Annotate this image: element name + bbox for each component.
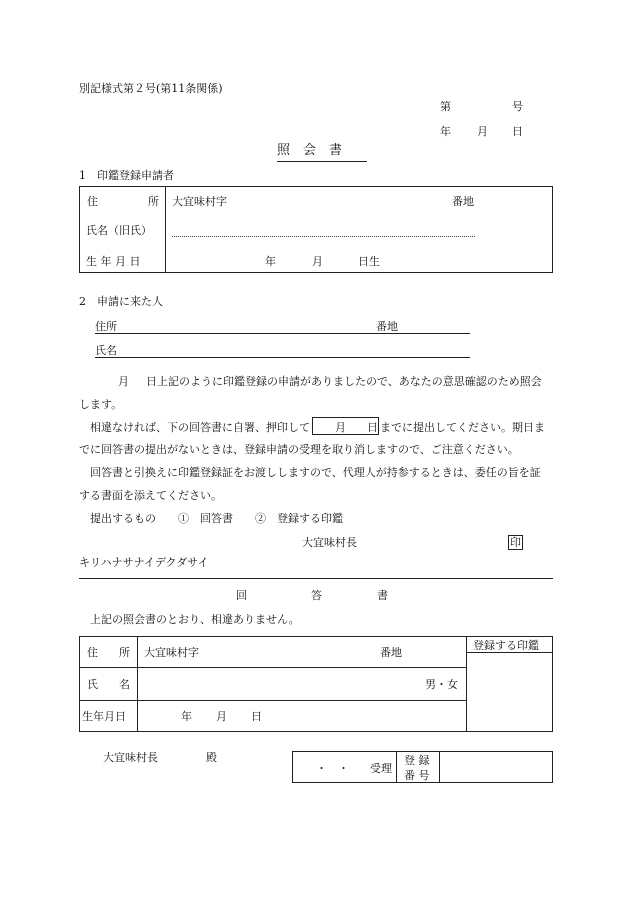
answer-table-seal-divider — [466, 636, 467, 732]
visitor-name-label: 氏名 — [95, 344, 117, 357]
applicant-birth-day: 日生 — [358, 255, 380, 268]
date-year: 年 — [440, 125, 451, 138]
paragraph2-line2: でに回答書の提出がないときは、登録申請の受理を取り消しますので、ご注意ください。 — [79, 443, 519, 456]
applicant-name-label: 氏名（旧氏） — [86, 224, 152, 237]
answer-table-row2-line — [79, 700, 467, 701]
receipt-dots: ・ ・ — [316, 762, 349, 775]
receipt-label: 受理 — [370, 762, 392, 775]
answer-address-label-1: 住 — [87, 646, 98, 659]
answer-name-label-2: 名 — [119, 678, 130, 691]
date-day: 日 — [512, 125, 523, 138]
section1-heading: 1 印鑑登録申請者 — [79, 169, 174, 182]
visitor-address-label: 住所 — [95, 320, 117, 333]
date-month: 月 — [477, 125, 488, 138]
answer-address-label-2: 所 — [119, 646, 130, 659]
deadline-month: 月 — [335, 421, 346, 434]
answer-birth-day: 日 — [251, 710, 262, 723]
answer-title-3: 書 — [377, 589, 388, 602]
answer-title-2: 答 — [311, 589, 322, 602]
seal-mark: 印 — [510, 536, 521, 549]
applicant-address-banchi: 番地 — [452, 195, 474, 208]
dono: 殿 — [206, 751, 217, 764]
number-dai: 第 — [440, 100, 451, 113]
answer-table-row1-line — [79, 667, 467, 668]
document-title: 照 会 書 — [277, 143, 343, 158]
deadline-day: 日 — [367, 421, 378, 434]
cut-line — [79, 578, 553, 579]
visitor-name-line — [95, 357, 470, 358]
applicant-address-label-1: 住 — [87, 195, 98, 208]
paragraph1-month: 月 — [118, 375, 129, 388]
answer-address-value: 大宜味村字 — [144, 646, 199, 659]
applicant-birth-year: 年 — [265, 255, 276, 268]
registration-number-label-1: 登 録 — [404, 754, 430, 767]
paragraph3-line2: する書面を添えてください。 — [79, 489, 222, 502]
answer-birth-year: 年 — [181, 710, 192, 723]
seal-header: 登録する印鑑 — [473, 639, 539, 652]
cut-line-notice: キリハナサナイデクダサイ — [79, 556, 209, 569]
number-go: 号 — [512, 100, 523, 113]
applicant-birth-label: 生 年 月 日 — [86, 255, 141, 268]
applicant-address-value: 大宜味村字 — [172, 195, 227, 208]
answer-title-1: 回 — [236, 589, 247, 602]
paragraph1-line2: します。 — [79, 398, 123, 411]
seal-header-line — [466, 652, 553, 653]
receipt-divider-1 — [396, 751, 397, 783]
paragraph1-text: 日上記のように印鑑登録の申請がありましたので、あなたの意思確認のため照会 — [146, 375, 542, 388]
answer-birth-label: 生年月日 — [82, 710, 126, 723]
paragraph2-text-post: までに提出してください。期日ま — [380, 421, 545, 434]
paragraph3-line1: 回答書と引換えに印鑑登録証をお渡ししますので、代理人が持参するときは、委任の旨を証 — [90, 466, 541, 479]
section2-heading: 2 申請に来た人 — [79, 295, 163, 308]
title-underline — [277, 161, 367, 162]
form-number: 別記様式第２号(第11条関係) — [79, 82, 223, 95]
applicant-birth-month: 月 — [312, 255, 323, 268]
mayor-title: 大宜味村長 — [302, 536, 357, 549]
answer-table-label-divider — [137, 636, 138, 732]
visitor-address-line — [95, 333, 470, 334]
answer-name-label-1: 氏 — [87, 678, 98, 691]
registration-number-label-2: 番 号 — [404, 769, 430, 782]
applicant-table-divider — [165, 186, 166, 273]
answer-sex: 男・女 — [425, 678, 458, 691]
receipt-divider-2 — [439, 751, 440, 783]
addressee: 大宜味村長 — [103, 751, 158, 764]
visitor-address-banchi: 番地 — [376, 320, 398, 333]
applicant-address-label-2: 所 — [148, 195, 159, 208]
answer-address-banchi: 番地 — [380, 646, 402, 659]
answer-birth-month: 月 — [216, 710, 227, 723]
answer-statement: 上記の照会書のとおり、相違ありません。 — [90, 613, 300, 626]
submission-items: 提出するもの ① 回答書 ② 登録する印鑑 — [90, 512, 343, 525]
paragraph2-text-pre: 相違なければ、下の回答書に自署、押印して — [90, 421, 310, 434]
applicant-name-dotted-line — [172, 236, 475, 237]
